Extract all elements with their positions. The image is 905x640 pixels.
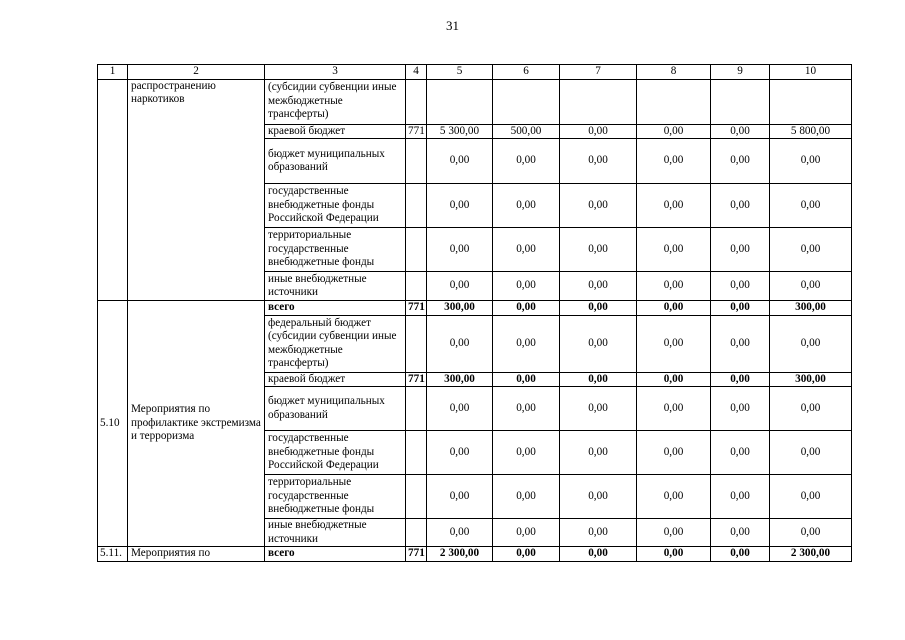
code-cell — [406, 228, 427, 272]
group-name: Мероприятия по — [128, 547, 265, 562]
value-cell: 0,00 — [637, 184, 711, 228]
value-cell: 0,00 — [493, 475, 560, 519]
group-name: распространению наркотиков — [128, 79, 265, 301]
column-header: 6 — [493, 65, 560, 80]
value-cell: 0,00 — [493, 272, 560, 301]
value-cell: 0,00 — [560, 272, 637, 301]
value-cell: 0,00 — [637, 139, 711, 184]
value-cell: 0,00 — [770, 139, 852, 184]
code-cell: 771 — [406, 372, 427, 387]
value-cell: 0,00 — [560, 519, 637, 547]
value-cell: 0,00 — [560, 228, 637, 272]
code-cell — [406, 475, 427, 519]
value-cell: 0,00 — [711, 387, 770, 431]
funding-source: территориальные государственные внебюджетные фонды — [265, 228, 406, 272]
header-row — [98, 65, 852, 80]
value-cell: 300,00 — [427, 301, 493, 316]
value-cell: 0,00 — [637, 475, 711, 519]
value-cell: 5 300,00 — [427, 124, 493, 139]
value-cell: 0,00 — [637, 431, 711, 475]
funding-source: иные внебюджетные источники — [265, 272, 406, 301]
value-cell: 0,00 — [711, 184, 770, 228]
code-cell — [406, 387, 427, 431]
value-cell: 0,00 — [637, 301, 711, 316]
value-cell: 0,00 — [427, 228, 493, 272]
value-cell: 0,00 — [427, 184, 493, 228]
value-cell: 0,00 — [427, 315, 493, 372]
value-cell: 0,00 — [711, 124, 770, 139]
group-number — [98, 79, 128, 301]
column-header: 5 — [427, 65, 493, 80]
value-cell: 0,00 — [711, 139, 770, 184]
value-cell: 0,00 — [560, 475, 637, 519]
funding-source: государственные внебюджетные фонды Российской Федерации — [265, 431, 406, 475]
code-cell — [406, 519, 427, 547]
value-cell: 0,00 — [560, 387, 637, 431]
value-cell — [711, 79, 770, 124]
value-cell: 0,00 — [560, 301, 637, 316]
value-cell: 0,00 — [711, 519, 770, 547]
funding-source: краевой бюджет — [265, 372, 406, 387]
group-number: 5.10 — [98, 301, 128, 547]
value-cell: 0,00 — [637, 272, 711, 301]
funding-source: всего — [265, 301, 406, 316]
value-cell: 0,00 — [493, 301, 560, 316]
value-cell: 0,00 — [770, 431, 852, 475]
value-cell: 0,00 — [637, 387, 711, 431]
budget-table — [97, 64, 852, 562]
value-cell: 0,00 — [493, 547, 560, 562]
funding-source: иные внебюджетные источники — [265, 519, 406, 547]
value-cell: 0,00 — [493, 519, 560, 547]
value-cell: 0,00 — [560, 124, 637, 139]
column-header: 2 — [128, 65, 265, 80]
value-cell: 300,00 — [770, 301, 852, 316]
value-cell: 0,00 — [427, 475, 493, 519]
funding-source: территориальные государственные внебюджетные фонды — [265, 475, 406, 519]
code-cell — [406, 79, 427, 124]
column-header: 3 — [265, 65, 406, 80]
value-cell: 0,00 — [637, 519, 711, 547]
value-cell — [427, 79, 493, 124]
value-cell: 0,00 — [493, 228, 560, 272]
code-cell: 771 — [406, 301, 427, 316]
value-cell: 0,00 — [637, 547, 711, 562]
funding-source: федеральный бюджет (субсидии субвенции иные межбюджетные трансферты) — [265, 315, 406, 372]
code-cell — [406, 184, 427, 228]
column-header: 8 — [637, 65, 711, 80]
code-cell: 771 — [406, 547, 427, 562]
value-cell: 0,00 — [560, 431, 637, 475]
funding-source: краевой бюджет — [265, 124, 406, 139]
value-cell: 0,00 — [711, 547, 770, 562]
column-header: 7 — [560, 65, 637, 80]
value-cell: 0,00 — [560, 184, 637, 228]
funding-source: бюджет муниципальных образований — [265, 139, 406, 184]
funding-source: государственные внебюджетные фонды Российской Федерации — [265, 184, 406, 228]
code-cell — [406, 315, 427, 372]
value-cell: 0,00 — [637, 124, 711, 139]
value-cell: 500,00 — [493, 124, 560, 139]
value-cell: 0,00 — [493, 184, 560, 228]
value-cell: 0,00 — [427, 387, 493, 431]
value-cell: 0,00 — [711, 301, 770, 316]
value-cell: 300,00 — [770, 372, 852, 387]
value-cell: 0,00 — [560, 547, 637, 562]
value-cell: 0,00 — [427, 431, 493, 475]
value-cell: 0,00 — [560, 372, 637, 387]
value-cell: 0,00 — [427, 519, 493, 547]
table-row — [98, 79, 852, 124]
value-cell: 0,00 — [711, 228, 770, 272]
value-cell: 0,00 — [560, 315, 637, 372]
value-cell: 0,00 — [711, 315, 770, 372]
funding-source: бюджет муниципальных образований — [265, 387, 406, 431]
value-cell: 0,00 — [493, 139, 560, 184]
funding-source: всего — [265, 547, 406, 562]
value-cell: 0,00 — [770, 315, 852, 372]
value-cell: 0,00 — [711, 272, 770, 301]
value-cell — [637, 79, 711, 124]
value-cell: 0,00 — [711, 475, 770, 519]
table-row — [98, 547, 852, 562]
value-cell: 0,00 — [637, 372, 711, 387]
value-cell — [493, 79, 560, 124]
group-name: Мероприятия по профилактике экстремизма и терроризма — [128, 301, 265, 547]
page-number: 31 — [446, 18, 459, 33]
funding-source: (субсидии субвенции иные межбюджетные трансферты) — [265, 79, 406, 124]
value-cell — [560, 79, 637, 124]
value-cell: 300,00 — [427, 372, 493, 387]
value-cell: 0,00 — [711, 431, 770, 475]
column-header: 10 — [770, 65, 852, 80]
code-cell: 771 — [406, 124, 427, 139]
value-cell — [770, 79, 852, 124]
value-cell: 2 300,00 — [427, 547, 493, 562]
value-cell: 0,00 — [770, 228, 852, 272]
value-cell: 0,00 — [770, 184, 852, 228]
value-cell: 0,00 — [770, 272, 852, 301]
value-cell: 0,00 — [637, 315, 711, 372]
value-cell: 0,00 — [711, 372, 770, 387]
column-header: 4 — [406, 65, 427, 80]
group-number: 5.11. — [98, 547, 128, 562]
value-cell: 0,00 — [493, 372, 560, 387]
code-cell — [406, 272, 427, 301]
value-cell: 0,00 — [770, 387, 852, 431]
code-cell — [406, 431, 427, 475]
value-cell: 0,00 — [493, 387, 560, 431]
value-cell: 0,00 — [427, 139, 493, 184]
value-cell: 0,00 — [560, 139, 637, 184]
column-header: 9 — [711, 65, 770, 80]
table-row — [98, 301, 852, 316]
code-cell — [406, 139, 427, 184]
value-cell: 5 800,00 — [770, 124, 852, 139]
value-cell: 0,00 — [770, 519, 852, 547]
value-cell: 0,00 — [770, 475, 852, 519]
value-cell: 0,00 — [493, 431, 560, 475]
value-cell: 0,00 — [637, 228, 711, 272]
value-cell: 0,00 — [427, 272, 493, 301]
column-header: 1 — [98, 65, 128, 80]
value-cell: 0,00 — [493, 315, 560, 372]
value-cell: 2 300,00 — [770, 547, 852, 562]
